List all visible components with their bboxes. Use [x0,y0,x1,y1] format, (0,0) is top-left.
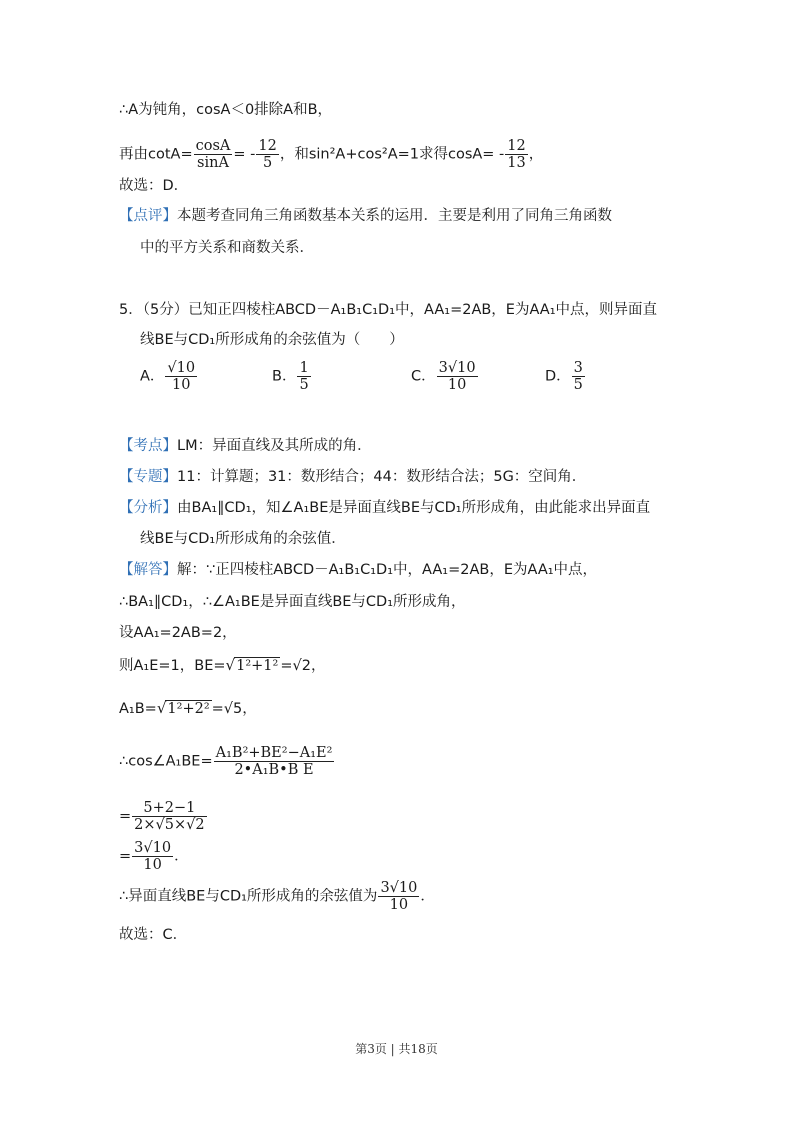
comment-text: 本题考查同角三角函数基本关系的运用．主要是利用了同角三角函数 [177,208,612,224]
fraction-numerator: √10 [167,360,196,376]
text: ， [528,146,544,163]
step-2: 设AA₁=2AB=2， [119,625,237,641]
text: ，和sin²A+cos²A=1求得cosA= - [279,146,505,163]
fraction-denominator: 10 [447,377,467,393]
fraction-denominator: 5 [262,155,273,171]
text: A₁B= [119,701,157,717]
option-label: C． [411,368,436,385]
fraction-numerator: 3 [573,360,583,376]
fraction-numerator: 3√10 [438,360,476,376]
fraction-denominator: 10 [172,377,191,393]
text: 则A₁E=1，BE= [119,658,226,674]
fraction-12-13 [505,138,527,171]
comment-tag: 【点评】 [119,208,177,224]
fraction-denominator: 13 [507,155,526,171]
fraction-numerator: 12 [507,138,526,154]
step-4 [119,698,257,719]
option-c [411,360,479,393]
fraction-denominator: 10 [143,857,162,873]
step-8 [119,880,435,913]
text: ． [174,848,189,865]
kaodian-line [119,436,372,456]
kaodian-text: LM：异面直线及其所成的角． [177,438,372,454]
fenxi-line-1 [119,498,650,518]
zhuanti-tag: 【专题】 [119,469,177,485]
option-fraction [165,360,197,393]
zhuanti-line [119,467,586,487]
solution-line-1: ∴A为钝角，cosA＜0排除A和B， [119,102,333,118]
comment-line-1 [119,206,612,226]
text: = [119,848,132,865]
question-5-line-1: 5．（5分）已知正四棱柱ABCD－A₁B₁C₁D₁中，AA₁=2AB，E为AA₁中点，则异面直 [119,302,658,318]
sqrt-sign: √ [156,699,167,717]
sqrt-sign: √ [225,656,236,674]
fraction-denominator: 2×√5×√2 [134,817,205,833]
comment-line-2: 中的平方关系和商数关系． [140,240,314,256]
fraction-numerator: 12 [258,138,277,154]
fenxi-line-2: 线BE与CD₁所形成角的余弦值． [140,531,346,547]
step-6 [119,800,208,833]
answer-line-c: 故选：C． [119,927,188,943]
result-fraction [378,880,419,913]
result-fraction [132,840,173,873]
answer-line-d: 故选：D． [119,178,189,194]
zhuanti-text: 11：计算题；31：数形结合；44：数形结合法；5G：空间角． [177,469,587,485]
fenxi-tag: 【分析】 [119,500,177,516]
value-fraction [132,800,206,833]
fraction-numerator: cosA [195,138,231,154]
solution-line-2 [119,138,543,171]
fraction-denominator: 5 [573,377,583,393]
option-fraction [572,360,585,393]
jieda-tag: 【解答】 [119,562,177,578]
fraction-numerator: 1 [299,360,309,376]
option-fraction [437,360,478,393]
question-5-line-2: 线BE与CD₁所形成角的余弦值为（ ） [140,332,404,348]
sqrt-radicand: 1²+1² [236,658,279,674]
fraction-denominator: 5 [299,377,309,393]
fraction-denominator: sinA [197,155,229,171]
text: 再由cotA= [119,146,193,163]
fraction-numerator: 3√10 [134,840,172,856]
option-label: D． [545,368,571,385]
step-1: ∴BA₁∥CD₁，∴∠A₁BE是异面直线BE与CD₁所形成角， [119,594,466,610]
text: ∴cos∠A₁BE= [119,753,213,770]
option-b [272,360,312,393]
sqrt-radicand: 1²+2² [167,701,210,717]
step-3 [119,655,325,676]
text: =√2， [280,658,326,674]
cos-fraction [214,745,335,778]
fraction-denominator: 10 [389,897,409,913]
text: =√5， [211,701,257,717]
jieda-text: 解：∵正四棱柱ABCD－A₁B₁C₁D₁中，AA₁=2AB，E为AA₁中点， [177,562,598,578]
fenxi-text: 由BA₁∥CD₁，知∠A₁BE是异面直线BE与CD₁所形成角，由此能求出异面直 [177,500,651,516]
text: ． [420,888,435,905]
step-7 [119,840,189,873]
text: ∴异面直线BE与CD₁所形成角的余弦值为 [119,888,378,905]
option-label: A． [140,368,165,385]
fraction-denominator: 2•A₁B•B E [234,762,314,778]
fraction-numerator: 3√10 [380,880,418,896]
page-footer: 第3页 | 共18页 [355,1042,438,1056]
option-fraction [297,360,310,393]
text: = - [233,146,256,163]
option-d [545,360,586,393]
fraction-numerator: 5+2−1 [132,800,206,817]
fraction-cos-sin [194,138,233,171]
kaodian-tag: 【考点】 [119,438,177,454]
text: = [119,808,132,825]
step-5 [119,745,335,778]
fraction-12-5 [256,138,278,171]
option-a [140,360,198,393]
fraction-numerator: A₁B²+BE²−A₁E² [215,745,333,761]
option-label: B． [272,368,297,385]
jieda-line [119,560,597,580]
